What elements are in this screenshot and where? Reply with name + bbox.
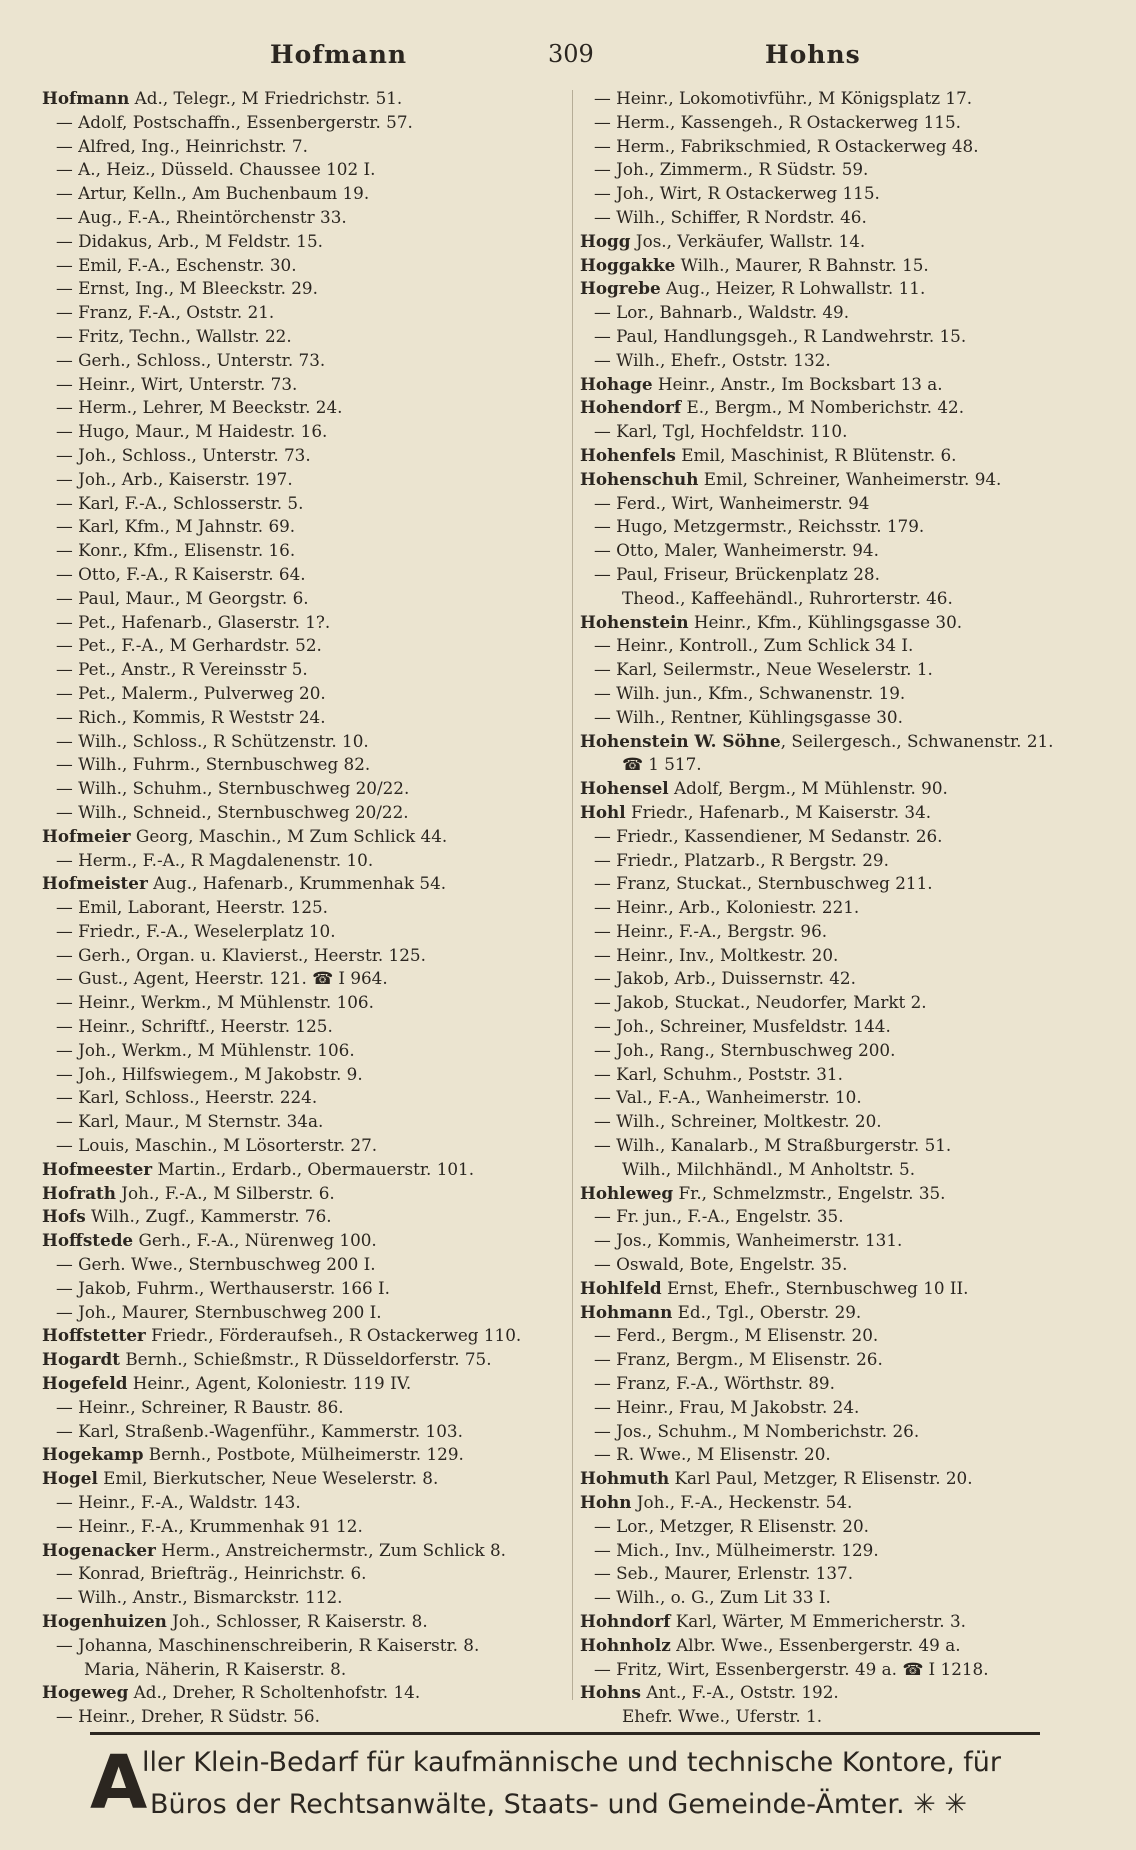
directory-entry: — Heinr., Schriftf., Heerstr. 125.: [56, 1016, 333, 1037]
directory-entry: — Herm., Fabrikschmied, R Ostackerweg 48.: [594, 135, 979, 156]
surname: Hogenacker: [42, 1539, 156, 1560]
entry-details: Heinr., Kfm., Kühlingsgasse 30.: [688, 611, 963, 632]
directory-entry: — Joh., Hilfswiegem., M Jakobstr. 9.: [56, 1063, 363, 1084]
surname: Hohenschuh: [580, 468, 699, 489]
directory-entry-surname: [580, 1301, 1100, 1325]
surname: Hoffstede: [42, 1230, 134, 1251]
directory-entry: — Emil, F.-A., Eschenstr. 30.: [56, 254, 297, 275]
surname: Hofs: [42, 1206, 86, 1227]
directory-entry: — Val., F.-A., Wanheimerstr. 10.: [594, 1087, 862, 1108]
directory-entry: — Gerh., Schloss., Unterstr. 73.: [56, 349, 326, 370]
directory-entry: — Friedr., Platzarb., R Bergstr. 29.: [594, 849, 889, 870]
directory-entry: — Karl, Schuhm., Poststr. 31.: [594, 1063, 843, 1084]
surname: Hohl: [580, 801, 626, 822]
directory-entry: — Wilh., Schloss., R Schützenstr. 10.: [56, 730, 369, 751]
directory-entry: — Herm., F.-A., R Magdalenenstr. 10.: [56, 849, 374, 870]
directory-entry-surname: [580, 777, 1100, 801]
directory-entry: — Rich., Kommis, R Weststr 24.: [56, 706, 326, 727]
directory-entry-surname: [42, 1610, 572, 1634]
entry-details: Bernh., Postbote, Mülheimerstr. 129.: [143, 1444, 464, 1465]
surname: Hohmann: [580, 1301, 673, 1322]
surname: Hogg: [580, 230, 631, 251]
directory-entry: — Hugo, Maur., M Haidestr. 16.: [56, 421, 328, 442]
directory-entry: — Jakob, Stuckat., Neudorfer, Markt 2.: [594, 992, 927, 1013]
entry-details: Aug., Hafenarb., Krummenhak 54.: [147, 873, 447, 894]
surname: Hofmeier: [42, 825, 131, 846]
directory-entry: — Artur, Kelln., Am Buchenbaum 19.: [56, 183, 370, 204]
directory-entry-surname: [42, 1324, 572, 1348]
entry-details: Ed., Tgl., Oberstr. 29.: [672, 1301, 862, 1322]
directory-entry: — Johanna, Maschinenschreiberin, R Kaiserstr. 8.: [56, 1634, 480, 1655]
directory-entry: — Heinr., F.-A., Waldstr. 143.: [56, 1492, 301, 1513]
directory-entry-surname: [42, 1467, 572, 1491]
directory-entry: — Wilh., Anstr., Bismarckstr. 112.: [56, 1587, 343, 1608]
entry-details: Ant., F.-A., Oststr. 192.: [640, 1682, 839, 1703]
directory-entry: — Oswald, Bote, Engelstr. 35.: [594, 1254, 848, 1275]
directory-entry: — Karl, Maur., M Sternstr. 34a.: [56, 1111, 324, 1132]
directory-entry: — Heinr., Inv., Moltkestr. 20.: [594, 944, 839, 965]
surname: Hohenfels: [580, 444, 676, 465]
surname: Hohendorf: [580, 397, 682, 418]
directory-entry: — Wilh. jun., Kfm., Schwanenstr. 19.: [594, 682, 906, 703]
advert-rule: [90, 1732, 1040, 1735]
directory-entry: — Otto, Maler, Wanheimerstr. 94.: [594, 540, 879, 561]
directory-entry-surname: [42, 1348, 572, 1372]
entry-details: Bernh., Schießmstr., R Düsseldorferstr. 75.: [119, 1349, 492, 1370]
directory-entry-surname: [580, 230, 1100, 254]
directory-entry-surname: [580, 1467, 1100, 1491]
directory-entry: — Lor., Bahnarb., Waldstr. 49.: [594, 302, 850, 323]
surname: Hogel: [42, 1468, 98, 1489]
surname: Hohn: [580, 1492, 632, 1513]
directory-entry-surname: [580, 468, 1100, 492]
directory-entry-surname: [42, 1443, 572, 1467]
surname: Hohmuth: [580, 1468, 670, 1489]
directory-entry-surname: [42, 1372, 572, 1396]
directory-entry: — Karl, Kfm., M Jahnstr. 69.: [56, 516, 296, 537]
surname: Hohlfeld: [580, 1277, 662, 1298]
directory-entry-surname: [580, 1610, 1100, 1634]
right-running-head: Hohns: [765, 40, 861, 69]
directory-entry: — Jakob, Fuhrm., Werthauserstr. 166 I.: [56, 1277, 391, 1298]
directory-entry: — Heinr., Werkm., M Mühlenstr. 106.: [56, 992, 374, 1013]
directory-entry: — Joh., Maurer, Sternbuschweg 200 I.: [56, 1301, 382, 1322]
directory-entry: — Wilh., Schneid., Sternbuschweg 20/22.: [56, 801, 409, 822]
entry-details: Gerh., F.-A., Nürenweg 100.: [133, 1230, 377, 1251]
directory-entry: — Franz, F.-A., Oststr. 21.: [56, 302, 275, 323]
directory-entry: — A., Heiz., Düsseld. Chaussee 102 I.: [56, 159, 376, 180]
directory-entry: — Herm., Lehrer, M Beeckstr. 24.: [56, 397, 343, 418]
surname: Hofmeester: [42, 1158, 153, 1179]
directory-entry: — Gerh., Organ. u. Klavierst., Heerstr. 125.: [56, 944, 426, 965]
directory-entry: — Herm., Kassengeh., R Ostackerweg 115.: [594, 111, 961, 132]
directory-entry-surname: [42, 872, 572, 896]
directory-entry: — Jakob, Arb., Duissernstr. 42.: [594, 968, 856, 989]
directory-entry: — Wilh., Schreiner, Moltkestr. 20.: [594, 1111, 882, 1132]
entry-details: Emil, Bierkutscher, Neue Weselerstr. 8.: [97, 1468, 439, 1489]
directory-entry: — Franz, Stuckat., Sternbuschweg 211.: [594, 873, 933, 894]
directory-entry: — Mich., Inv., Mülheimerstr. 129.: [594, 1539, 879, 1560]
entry-details: Friedr., Hafenarb., M Kaiserstr. 34.: [625, 801, 932, 822]
surname: Hohage: [580, 373, 653, 394]
surname: Hohenstein: [580, 611, 689, 632]
surname: Hogardt: [42, 1349, 120, 1370]
surname: Hohensel: [580, 778, 669, 799]
directory-entry: — Wilh., Ehefr., Oststr. 132.: [594, 349, 831, 370]
directory-entry-surname: [580, 1681, 1100, 1705]
surname: Hoffstetter: [42, 1325, 146, 1346]
directory-entry: — Joh., Werkm., M Mühlenstr. 106.: [56, 1039, 355, 1060]
surname: Hogrebe: [580, 278, 661, 299]
directory-entry: — Heinr., Wirt, Unterstr. 73.: [56, 373, 298, 394]
directory-entry-continuation: Theod., Kaffeehändl., Ruhrorterstr. 46.: [622, 587, 953, 608]
directory-entry-continuation: Ehefr. Wwe., Uferstr. 1.: [622, 1706, 823, 1727]
directory-entry: — Gust., Agent, Heerstr. 121. ☎ I 964.: [56, 968, 388, 989]
right-column: [580, 87, 1100, 1729]
directory-entry-surname: [42, 1681, 572, 1705]
advertisement: [90, 1742, 1050, 1832]
directory-entry: — Franz, Bergm., M Elisenstr. 26.: [594, 1349, 883, 1370]
directory-entry: — Ernst, Ing., M Bleeckstr. 29.: [56, 278, 318, 299]
directory-entry-surname: [580, 1277, 1100, 1301]
directory-entry: — Karl, Straßenb.-Wagenführ., Kammerstr. 103.: [56, 1420, 463, 1441]
directory-entry: — Jos., Schuhm., M Nomberichstr. 26.: [594, 1420, 920, 1441]
entry-details: , Seilergesch., Schwanenstr. 21.: [780, 730, 1054, 751]
directory-entry: — Joh., Schloss., Unterstr. 73.: [56, 444, 311, 465]
surname: Hohns: [580, 1682, 641, 1703]
directory-entry: — Louis, Maschin., M Lösorterstr. 27.: [56, 1135, 378, 1156]
directory-entry: — Joh., Schreiner, Musfeldstr. 144.: [594, 1016, 891, 1037]
directory-entry: — Heinr., Arb., Koloniestr. 221.: [594, 897, 860, 918]
advert-line-2: Büros der Rechtsanwälte, Staats- und Gemeinde-Ämter. ✳ ✳: [150, 1789, 967, 1820]
entry-details: Emil, Schreiner, Wanheimerstr. 94.: [698, 468, 1002, 489]
directory-entry: — Heinr., Kontroll., Zum Schlick 34 I.: [594, 635, 914, 656]
directory-entry: — R. Wwe., M Elisenstr. 20.: [594, 1444, 831, 1465]
directory-entry: — Karl, F.-A., Schlosserstr. 5.: [56, 492, 304, 513]
entry-details: Jos., Verkäufer, Wallstr. 14.: [630, 230, 866, 251]
directory-entry-continuation: Wilh., Milchhändl., M Anholtstr. 5.: [622, 1158, 916, 1179]
directory-entry: — Konr., Kfm., Elisenstr. 16.: [56, 540, 296, 561]
directory-entry-surname: [42, 1182, 572, 1206]
directory-entry-surname: [580, 444, 1100, 468]
surname: Hofmeister: [42, 873, 148, 894]
directory-entry: — Wilh., Fuhrm., Sternbuschweg 82.: [56, 754, 371, 775]
surname: Hohenstein W. Söhne: [580, 730, 781, 751]
directory-entry: — Heinr., F.-A., Krummenhak 91 12.: [56, 1515, 363, 1536]
entry-details: Ernst, Ehefr., Sternbuschweg 10 II.: [661, 1277, 969, 1298]
directory-entry: — Aug., F.-A., Rheintörchenstr 33.: [56, 206, 347, 227]
directory-entry: — Ferd., Bergm., M Elisenstr. 20.: [594, 1325, 879, 1346]
directory-entry: — Lor., Metzger, R Elisenstr. 20.: [594, 1515, 869, 1536]
directory-entry: — Heinr., Schreiner, R Baustr. 86.: [56, 1396, 344, 1417]
directory-entry-surname: [580, 396, 1100, 420]
directory-entry-surname: [580, 1182, 1100, 1206]
entry-details: Joh., F.-A., M Silberstr. 6.: [115, 1182, 335, 1203]
directory-entry: — Pet., F.-A., M Gerhardstr. 52.: [56, 635, 322, 656]
directory-entry: — Joh., Zimmerm., R Südstr. 59.: [594, 159, 869, 180]
directory-entry: — Konrad, Briefträg., Heinrichstr. 6.: [56, 1563, 367, 1584]
directory-entry: — Otto, F.-A., R Kaiserstr. 64.: [56, 563, 306, 584]
entry-details: Herm., Anstreichermstr., Zum Schlick 8.: [155, 1539, 507, 1560]
surname: Hofrath: [42, 1182, 116, 1203]
directory-entry-surname: [580, 801, 1100, 825]
entry-details: Karl Paul, Metzger, R Elisenstr. 20.: [669, 1468, 973, 1489]
surname: Hofmann: [42, 88, 130, 108]
surname: Hoggakke: [580, 254, 676, 275]
surname: Hogeweg: [42, 1682, 129, 1703]
surname: Hohnholz: [580, 1634, 671, 1655]
entry-details: Joh., Schlosser, R Kaiserstr. 8.: [166, 1611, 428, 1631]
directory-entry: — Paul, Maur., M Georgstr. 6.: [56, 587, 309, 608]
entry-details: Karl, Wärter, M Emmericherstr. 3.: [670, 1611, 966, 1631]
page-number: 309: [548, 40, 594, 68]
advert-initial: A: [90, 1740, 148, 1826]
directory-entry: — Adolf, Postschaffn., Essenbergerstr. 57.: [56, 111, 413, 132]
directory-entry: — Karl, Seilermstr., Neue Weselerstr. 1.: [594, 659, 933, 680]
directory-entry: — Fritz, Techn., Wallstr. 22.: [56, 325, 292, 346]
directory-entry-surname: [42, 87, 572, 111]
directory-entry-surname: [42, 1205, 572, 1229]
directory-entry-surname: [42, 825, 572, 849]
column-divider: [572, 90, 573, 1700]
directory-entry-continuation: ☎ 1 517.: [622, 754, 702, 775]
surname: Hohndorf: [580, 1611, 671, 1631]
directory-entry-surname: [580, 1491, 1100, 1515]
directory-entry: — Karl, Tgl, Hochfeldstr. 110.: [594, 421, 848, 442]
directory-entry: — Didakus, Arb., M Feldstr. 15.: [56, 230, 323, 251]
directory-entry: — Jos., Kommis, Wanheimerstr. 131.: [594, 1230, 903, 1251]
directory-entry: — Paul, Handlungsgeh., R Landwehrstr. 15.: [594, 325, 967, 346]
directory-entry: — Heinr., Lokomotivführ., M Königsplatz 17.: [594, 88, 973, 108]
directory-entry: — Karl, Schloss., Heerstr. 224.: [56, 1087, 318, 1108]
surname: Hogefeld: [42, 1373, 128, 1394]
directory-entry: — Wilh., Rentner, Kühlingsgasse 30.: [594, 706, 903, 727]
entry-details: Joh., F.-A., Heckenstr. 54.: [631, 1492, 853, 1513]
directory-entry: — Joh., Rang., Sternbuschweg 200.: [594, 1039, 896, 1060]
directory-entry: — Wilh., Schiffer, R Nordstr. 46.: [594, 206, 867, 227]
directory-entry-surname: [42, 1539, 572, 1563]
directory-entry: — Heinr., Frau, M Jakobstr. 24.: [594, 1396, 860, 1417]
directory-entry-surname: [580, 1634, 1100, 1658]
entry-details: Ad., Dreher, R Scholtenhofstr. 14.: [128, 1682, 421, 1703]
directory-entry: — Heinr., F.-A., Bergstr. 96.: [594, 920, 828, 941]
entry-details: Aug., Heizer, R Lohwallstr. 11.: [660, 278, 926, 299]
left-column: [42, 87, 572, 1729]
entry-details: Wilh., Zugf., Kammerstr. 76.: [85, 1206, 332, 1227]
advert-line-1: ller Klein-Bedarf für kaufmännische und technische Kontore, für: [142, 1747, 1001, 1778]
directory-entry: — Joh., Wirt, R Ostackerweg 115.: [594, 183, 880, 204]
entry-details: Wilh., Maurer, R Bahnstr. 15.: [675, 254, 929, 275]
directory-entry: — Fr. jun., F.-A., Engelstr. 35.: [594, 1206, 844, 1227]
directory-entry: — Wilh., o. G., Zum Lit 33 I.: [594, 1587, 831, 1608]
directory-entry-surname: [580, 730, 1100, 754]
directory-entry: — Friedr., Kassendiener, M Sedanstr. 26.: [594, 825, 943, 846]
directory-entry: — Paul, Friseur, Brückenplatz 28.: [594, 563, 880, 584]
directory-entry: — Seb., Maurer, Erlenstr. 137.: [594, 1563, 854, 1584]
directory-entry: — Fritz, Wirt, Essenbergerstr. 49 a. ☎ I 1218.: [594, 1658, 989, 1679]
directory-entry: — Emil, Laborant, Heerstr. 125.: [56, 897, 329, 918]
directory-entry-surname: [42, 1158, 572, 1182]
directory-entry-surname: [580, 373, 1100, 397]
directory-entry: — Pet., Hafenarb., Glaserstr. 1?.: [56, 611, 331, 632]
directory-entry-surname: [580, 277, 1100, 301]
directory-entry: — Heinr., Dreher, R Südstr. 56.: [56, 1706, 320, 1727]
entry-details: Fr., Schmelzmstr., Engelstr. 35.: [673, 1182, 946, 1203]
directory-entry: — Gerh. Wwe., Sternbuschweg 200 I.: [56, 1254, 376, 1275]
surname: Hogenhuizen: [42, 1611, 167, 1631]
directory-entry: — Joh., Arb., Kaiserstr. 197.: [56, 468, 293, 489]
entry-details: Friedr., Förderaufseh., R Ostackerweg 110.: [145, 1325, 522, 1346]
entry-details: Albr. Wwe., Essenbergerstr. 49 a.: [670, 1634, 961, 1655]
directory-entry: — Wilh., Kanalarb., M Straßburgerstr. 51.: [594, 1135, 952, 1156]
page-header: [0, 40, 1136, 80]
directory-entry: — Friedr., F.-A., Weselerplatz 10.: [56, 920, 336, 941]
directory-entry: — Franz, F.-A., Wörthstr. 89.: [594, 1373, 835, 1394]
directory-entry: — Pet., Anstr., R Vereinsstr 5.: [56, 659, 308, 680]
entry-details: Adolf, Bergm., M Mühlenstr. 90.: [668, 778, 948, 799]
surname: Hohleweg: [580, 1182, 674, 1203]
directory-entry-surname: [580, 611, 1100, 635]
entry-details: Emil, Maschinist, R Blütenstr. 6.: [675, 444, 957, 465]
directory-entry: — Ferd., Wirt, Wanheimerstr. 94: [594, 492, 870, 513]
left-running-head: Hofmann: [270, 40, 408, 69]
directory-entry: — Alfred, Ing., Heinrichstr. 7.: [56, 135, 308, 156]
entry-details: Ad., Telegr., M Friedrichstr. 51.: [129, 88, 403, 108]
surname: Hogekamp: [42, 1444, 144, 1465]
directory-entry-surname: [42, 1229, 572, 1253]
directory-entry-continuation: Maria, Näherin, R Kaiserstr. 8.: [84, 1658, 347, 1679]
entry-details: Heinr., Agent, Koloniestr. 119 IV.: [127, 1373, 412, 1394]
directory-entry: — Hugo, Metzgermstr., Reichsstr. 179.: [594, 516, 925, 537]
directory-entry: — Wilh., Schuhm., Sternbuschweg 20/22.: [56, 778, 410, 799]
entry-details: Heinr., Anstr., Im Bocksbart 13 a.: [652, 373, 943, 394]
entry-details: Martin., Erdarb., Obermauerstr. 101.: [152, 1158, 475, 1179]
directory-entry: — Pet., Malerm., Pulverweg 20.: [56, 682, 326, 703]
directory-entry-surname: [580, 254, 1100, 278]
entry-details: Georg, Maschin., M Zum Schlick 44.: [130, 825, 448, 846]
entry-details: E., Bergm., M Nomberichstr. 42.: [681, 397, 965, 418]
